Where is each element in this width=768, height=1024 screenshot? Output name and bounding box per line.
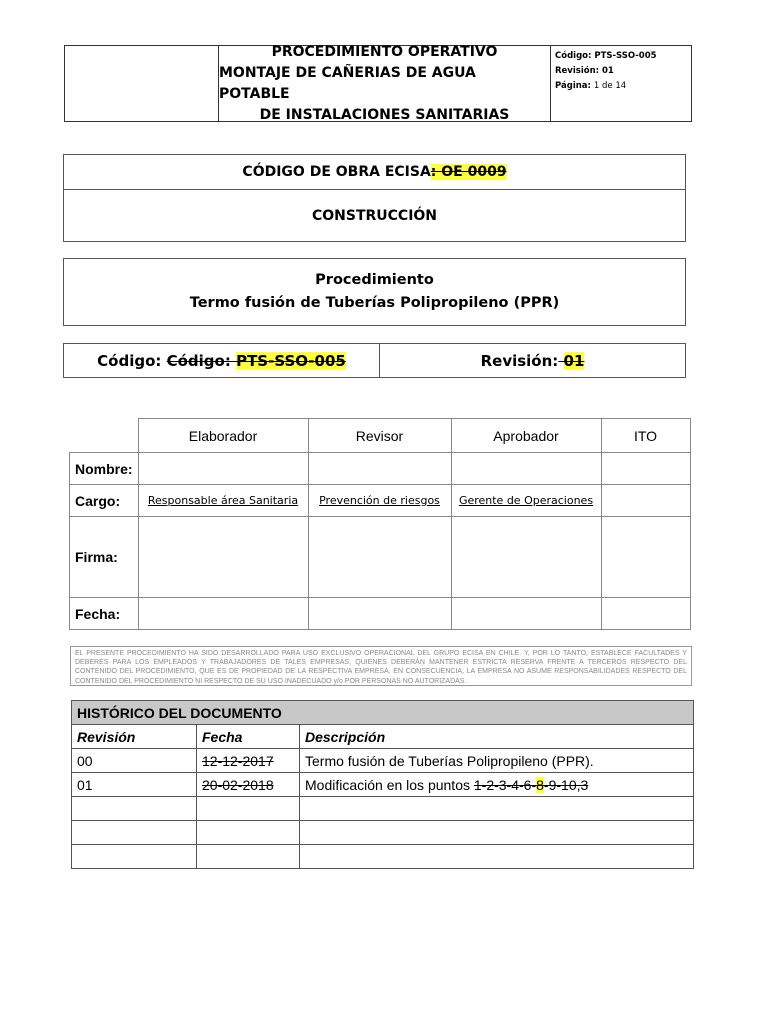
history-date: 20-02-2018 [197,773,300,797]
procedure-box [63,258,686,326]
revision-value: 01 [563,351,585,370]
nombre-ito [601,453,690,485]
row-label-firma: Firma: [70,517,139,598]
table-row [72,773,694,797]
obra-code-value: : OE 0009 [430,164,507,180]
header-pagina: Página: 1 de 14 [555,81,627,91]
firma-aprobador [451,517,601,598]
history-col-fecha: Fecha [197,725,300,749]
header-title-line3: DE INSTALACIONES SANITARIAS [259,106,510,123]
table-row [72,845,694,869]
history-rev: 00 [72,749,197,773]
document-history-table [71,700,694,869]
code-value: PTS-SSO-005 [236,351,346,370]
cargo-elaborador: Responsable área Sanitaria [138,485,308,517]
fecha-elaborador [138,598,308,630]
col-aprobador: Aprobador [451,419,601,453]
confidentiality-disclaimer: EL PRESENTE PROCEDIMIENTO HA SIDO DESARROLLADO PARA USO EXCLUSIVO OPERACIONAL DEL GRUPO ECISA EN CHILE. Y, POR LO TANTO, ESTABLECE FACULTADES Y DEBERES PARA LOS EMPLEADOS Y TRABAJADORES DE TALES EMPRESAS, QUIENES DEBERÁN MANTENER ESTRICTA RESERVA FRENTE A TERCEROS RESPECTO DEL CONTENIDO DEL PROCEDIMIENTO, QUE ES DE PROPIEDAD DE LA RESPECTIVA EMPRESA. EN CONSECUENCIA, LA EMPRESA NO ASUME RESPONSABILIDADES RESPECTO DEL CONTENIDO DEL PROCEDIMIENTO NI RESPECTO DE SU USO INADECUADO y/o POR PERSONAS NO AUTORIZADAS. [70,646,692,686]
header-title-line1: PROCEDIMIENTO OPERATIVO [271,43,498,60]
cargo-aprobador: Gerente de Operaciones [451,485,601,517]
nombre-elaborador [138,453,308,485]
history-col-descripcion: Descripción [300,725,694,749]
code-label: Código: [97,351,167,370]
row-label-nombre: Nombre: [70,453,139,485]
obra-area: CONSTRUCCIÓN [311,208,438,224]
col-elaborador: Elaborador [138,419,308,453]
obra-code-label: CÓDIGO DE OBRA ECISA [242,164,431,180]
cargo-revisor: Prevención de riesgos [308,485,451,517]
table-row [72,821,694,845]
approvals-corner [70,419,139,453]
firma-ito [601,517,690,598]
firma-elaborador [138,517,308,598]
procedure-name: Termo fusión de Tuberías Polipropileno (PPR) [189,295,560,311]
history-title: HISTÓRICO DEL DOCUMENTO [72,701,694,725]
firma-revisor [308,517,451,598]
header-revision: Revisión: 01 [555,66,614,76]
header-title [219,43,551,123]
company-logo-area [65,46,219,121]
code-revision-box [63,343,686,378]
col-ito: ITO [601,419,690,453]
procedure-heading: Procedimiento [315,272,434,288]
fecha-revisor [308,598,451,630]
header-meta [551,46,691,121]
obra-code-row [64,155,685,190]
row-label-cargo: Cargo: [70,485,139,517]
table-row [72,749,694,773]
code-struck-label: Código: [166,351,237,370]
revision-label: Revisión: [480,351,559,370]
approvals-table [69,418,691,630]
code-cell [64,344,380,377]
fecha-aprobador [451,598,601,630]
col-revisor: Revisor [308,419,451,453]
row-label-fecha: Fecha: [70,598,139,630]
cargo-ito [601,485,690,517]
nombre-aprobador [451,453,601,485]
history-col-revision: Revisión [72,725,197,749]
history-rev: 01 [72,773,197,797]
obra-box [63,154,686,242]
header-codigo: Código: PTS-SSO-005 [555,51,657,61]
history-desc: Modificación en los puntos 1-2-3-4-6-8-9-10,3 [300,773,694,797]
history-desc: Termo fusión de Tuberías Polipropileno (PPR). [300,749,694,773]
history-date: 12-12-2017 [197,749,300,773]
nombre-revisor [308,453,451,485]
revision-cell [380,344,685,377]
header-title-line2: MONTAJE DE CAÑERIAS DE AGUA POTABLE [219,64,476,102]
table-row [72,797,694,821]
fecha-ito [601,598,690,630]
document-header [64,45,692,122]
